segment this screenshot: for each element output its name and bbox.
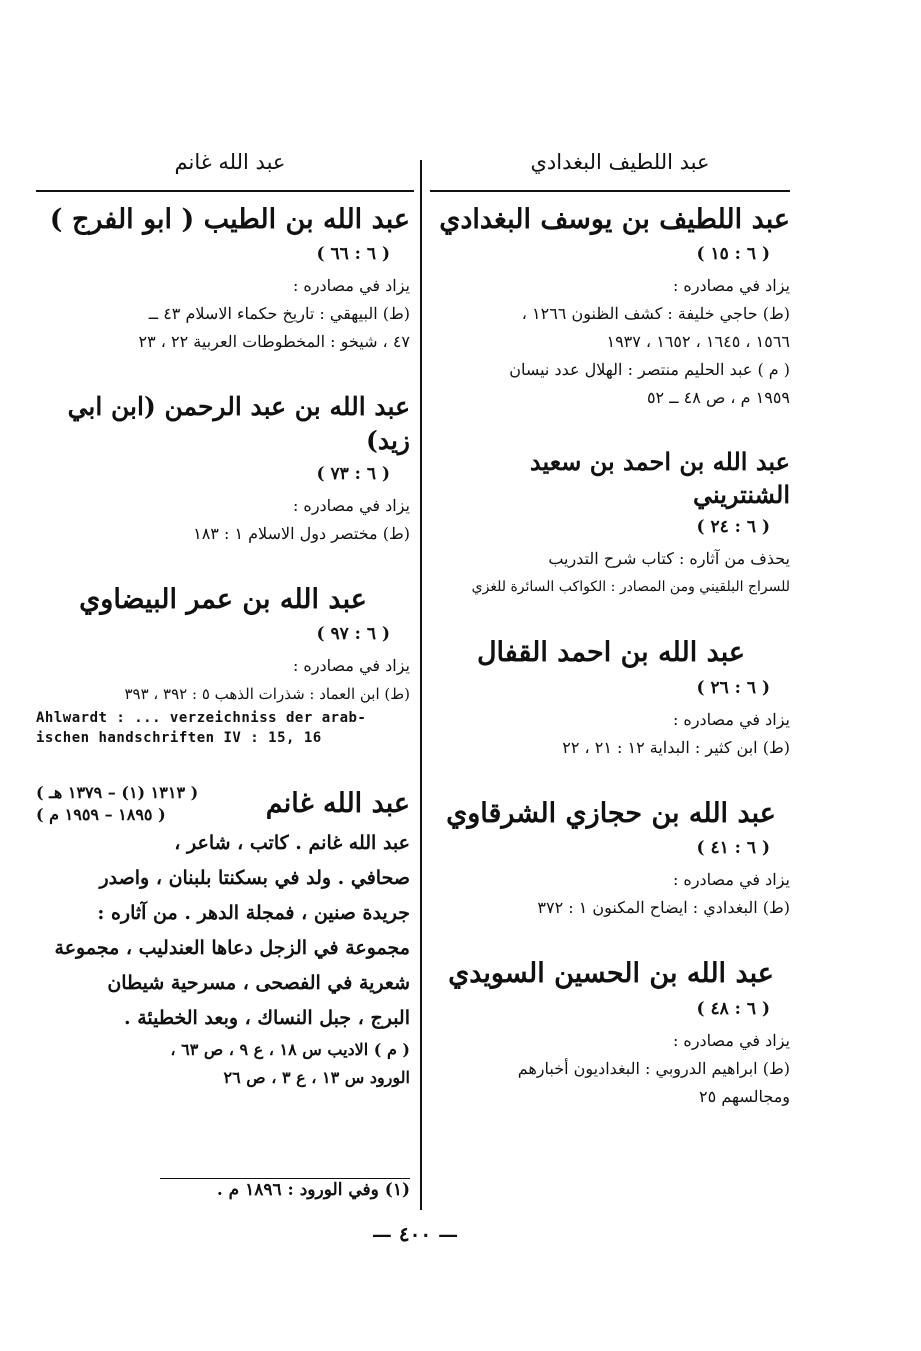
- bio-line: جريدة صنين ، فمجلة الدهر . من آثاره :: [97, 902, 410, 925]
- bio-line: مجموعة في الزجل دعاها العندليب ، مجموعة: [54, 937, 410, 960]
- entry-line: (ط) ابن العماد : شذرات الذهب ٥ : ٣٩٢ ، ٣٩٣: [124, 685, 410, 704]
- entry-abdellatif-baghdadi: [432, 202, 790, 412]
- footnote-rule: [160, 1178, 410, 1179]
- right-column: [432, 196, 790, 1145]
- entry-title: عبد الله بن احمد بن سعيد الشنتريني: [529, 447, 790, 509]
- bio-line: صحافي . ولد في بسكنتا بلبنان ، واصدر: [99, 867, 410, 890]
- entry-reference: ( ٦ : ٤١ ): [696, 838, 770, 859]
- entry-title: عبد الله بن الطيب ( ابو الفرج ): [49, 204, 410, 235]
- entry-reference: ( ٦ : ١٥ ): [696, 244, 770, 265]
- entry-line: للسراج البلقيني ومن المصادر : الكواكب السائرة للغزي: [471, 579, 790, 596]
- entry-title: عبد الله بن عبد الرحمن (ابن ابي زيد): [67, 392, 410, 456]
- page-number: — ٤٠٠ —: [371, 1222, 459, 1246]
- entry-line: يزاد في مصادره :: [292, 656, 410, 676]
- entry-shantarini: [432, 446, 790, 601]
- entry-line: ومجالسهم ٢٥: [699, 1086, 790, 1106]
- entry-line: ( م ) عبد الحليم منتصر : الهلال عدد نيسان: [509, 360, 790, 380]
- entry-line: (ط) البغدادي : ايضاح المكنون ١ : ٣٧٢: [537, 898, 790, 918]
- entry-title: عبد الله بن عمر البيضاوي: [79, 583, 367, 615]
- entry-reference: ( ٦ : ٧٣ ): [316, 463, 390, 484]
- entry-reference: ( ٦ : ٤٨ ): [696, 998, 770, 1019]
- dates-hijri: ( ١٣١٣ (١) – ١٣٧٩ هـ ): [36, 783, 199, 803]
- entry-title: عبد الله غانم: [265, 788, 410, 820]
- entry-line: (ط) مختصر دول الاسلام ١ : ١٨٣: [193, 523, 410, 543]
- running-head-right: عبد اللطيف البغدادي: [530, 150, 710, 174]
- entry-title: عبد الله بن الحسين السويدي: [448, 958, 774, 990]
- entry-reference: ( ٦ : ٢٦ ): [696, 677, 770, 698]
- entry-line: يحذف من آثاره : كتاب شرح التدريب: [548, 549, 790, 569]
- entry-sharqawi: [432, 796, 790, 922]
- header-rule-right: [430, 190, 790, 192]
- entry-suwaidi: [432, 956, 790, 1110]
- source-line: ( م ) الاديب س ١٨ ، ع ٩ ، ص ٦٣ ،: [170, 1040, 410, 1060]
- entry-qaffal: [432, 635, 790, 761]
- entry-line: يزاد في مصادره :: [292, 276, 410, 296]
- dates-gregorian: ( ١٨٩٥ – ١٩٥٩ م ): [36, 805, 166, 825]
- entry-line: (ط) ابراهيم الدروبي : البغداديون أخبارهم: [517, 1058, 790, 1078]
- entry-line: (ط) ابن كثير : البداية ١٢ : ٢١ ، ٢٢: [562, 737, 790, 757]
- entry-latin-line: ischen handschriften IV : 15, 16: [36, 730, 322, 747]
- ghanem-dates: [36, 782, 198, 826]
- left-column: [36, 196, 410, 1092]
- entry-ibn-al-tayyib: [36, 202, 410, 356]
- entry-line: يزاد في مصادره :: [672, 276, 790, 296]
- bio-line: عبد الله غانم . كاتب ، شاعر ،: [174, 832, 410, 855]
- bio-line: البرج ، جبل النساك ، وبعد الخطيئة .: [124, 1007, 410, 1030]
- entry-latin-line: Ahlwardt : ... verzeichniss der arab-: [36, 710, 367, 727]
- entry-line: يزاد في مصادره :: [672, 709, 790, 729]
- entry-line: يزاد في مصادره :: [292, 495, 410, 515]
- entry-line: (ط) حاجي خليفة : كشف الظنون ١٢٦٦ ،: [521, 304, 790, 324]
- entry-line: (ط) البيهقي : تاريخ حكماء الاسلام ٤٣ ــ: [148, 304, 410, 324]
- entry-title: عبد الله بن حجازي الشرقاوي: [446, 797, 776, 829]
- source-line: الورود س ١٣ ، ع ٣ ، ص ٢٦: [223, 1068, 410, 1088]
- footnote: (١) وفي الورود : ١٨٩٦ م .: [216, 1180, 410, 1200]
- running-head-left: عبد الله غانم: [174, 150, 286, 174]
- entry-ibn-abi-zayd: [36, 390, 410, 548]
- column-divider: [420, 160, 422, 1210]
- entry-title: عبد اللطيف بن يوسف البغدادي: [439, 204, 790, 235]
- entry-reference: ( ٦ : ٩٧ ): [316, 624, 390, 645]
- entry-baydawi: [36, 582, 410, 748]
- entry-reference: ( ٦ : ٢٤ ): [696, 517, 770, 538]
- header-rule-left: [36, 190, 414, 192]
- entry-line: يزاد في مصادره :: [672, 870, 790, 890]
- entry-line: ٤٧ ، شيخو : المخطوطات العربية ٢٢ ، ٢٣: [138, 332, 410, 352]
- entry-line: ١٩٥٩ م ، ص ٤٨ ــ ٥٢: [646, 388, 790, 408]
- entry-line: يزاد في مصادره :: [672, 1030, 790, 1050]
- ghanem-heading: [36, 782, 410, 826]
- entry-ghanem: [36, 782, 410, 1092]
- entry-line: ١٥٦٦ ، ١٦٤٥ ، ١٦٥٢ ، ١٩٣٧: [606, 332, 790, 352]
- entry-reference: ( ٦ : ٦٦ ): [316, 244, 390, 265]
- bio-line: شعرية في الفصحى ، مسرحية شيطان: [107, 972, 410, 995]
- entry-title: عبد الله بن احمد القفال: [476, 637, 746, 669]
